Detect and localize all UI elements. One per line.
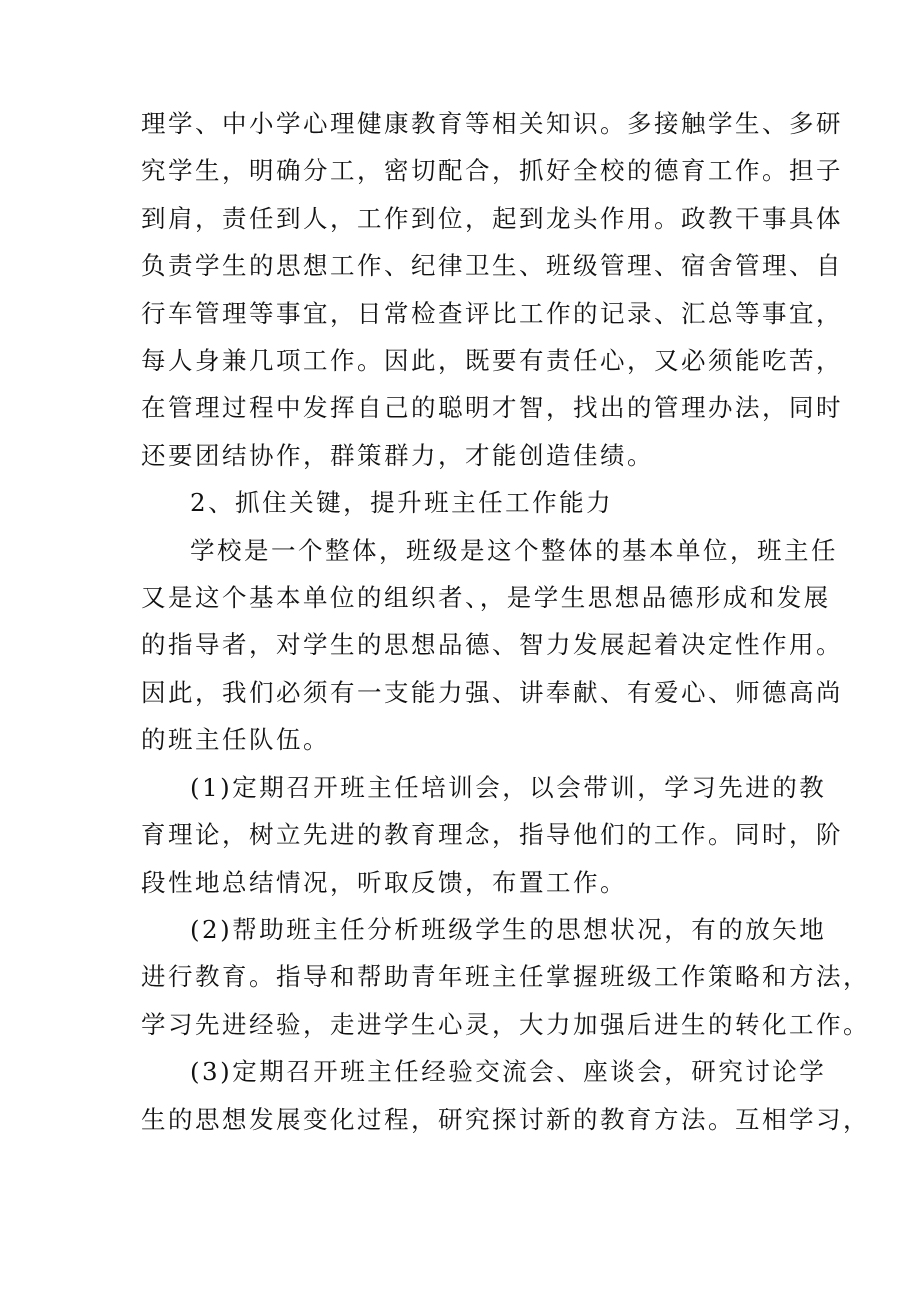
text-line: 行车管理等事宜，日常检查评比工作的记录、汇总等事宜， — [141, 298, 843, 328]
document-body — [141, 100, 870, 1143]
text-line: 的班主任队伍。 — [141, 725, 330, 755]
paragraph-class-unit — [141, 527, 843, 764]
text-line: 段性地总结情况，听取反馈，布置工作。 — [141, 867, 627, 897]
text-line: 进行教育。指导和帮助青年班主任掌握班级工作策略和方法， — [141, 962, 870, 992]
paragraph-duties — [141, 100, 843, 479]
text-line: 学习先进经验，走进学生心灵，大力加强后进生的转化工作。 — [141, 1009, 870, 1039]
text-line: 生的思想发展变化过程，研究探讨新的教育方法。互相学习， — [141, 1104, 870, 1134]
list-item-2 — [141, 906, 870, 1048]
text-line: 每人身兼几项工作。因此，既要有责任心，又必须能吃苦， — [141, 346, 843, 376]
text-line: 因此，我们必须有一支能力强、讲奉献、有爱心、师德高尚 — [141, 677, 843, 707]
text-line: (1)定期召开班主任培训会，以会带训，学习先进的教 — [190, 772, 827, 802]
text-line: 究学生，明确分工，密切配合，抓好全校的德育工作。担子 — [141, 156, 843, 186]
list-item-1 — [141, 764, 843, 906]
list-item-3 — [141, 1048, 870, 1143]
section-heading-text: 2、抓住关键，提升班主任工作能力 — [190, 488, 614, 518]
text-line: 学校是一个整体，班级是这个整体的基本单位，班主任 — [190, 535, 838, 565]
text-line: 又是这个基本单位的组织者、，是学生思想品德形成和发展 — [141, 583, 831, 613]
text-line: (2)帮助班主任分析班级学生的思想状况，有的放矢地 — [190, 914, 827, 944]
text-line: 到肩，责任到人，工作到位，起到龙头作用。政教干事具体 — [141, 203, 843, 233]
text-line: 理学、中小学心理健康教育等相关知识。多接触学生、多研 — [141, 109, 843, 138]
text-line: 还要团结协作，群策群力，才能创造佳绩。 — [141, 440, 654, 470]
text-line: 育理论，树立先进的教育理念，指导他们的工作。同时，阶 — [141, 820, 843, 850]
section-heading-2 — [141, 479, 781, 526]
text-line: 负责学生的思想工作、纪律卫生、班级管理、宿舍管理、自 — [141, 251, 843, 281]
text-line: 在管理过程中发挥自己的聪明才智，找出的管理办法，同时 — [141, 393, 843, 423]
text-line: (3)定期召开班主任经验交流会、座谈会，研究讨论学 — [190, 1057, 827, 1087]
text-line: 的指导者，对学生的思想品德、智力发展起着决定性作用。 — [141, 630, 843, 660]
